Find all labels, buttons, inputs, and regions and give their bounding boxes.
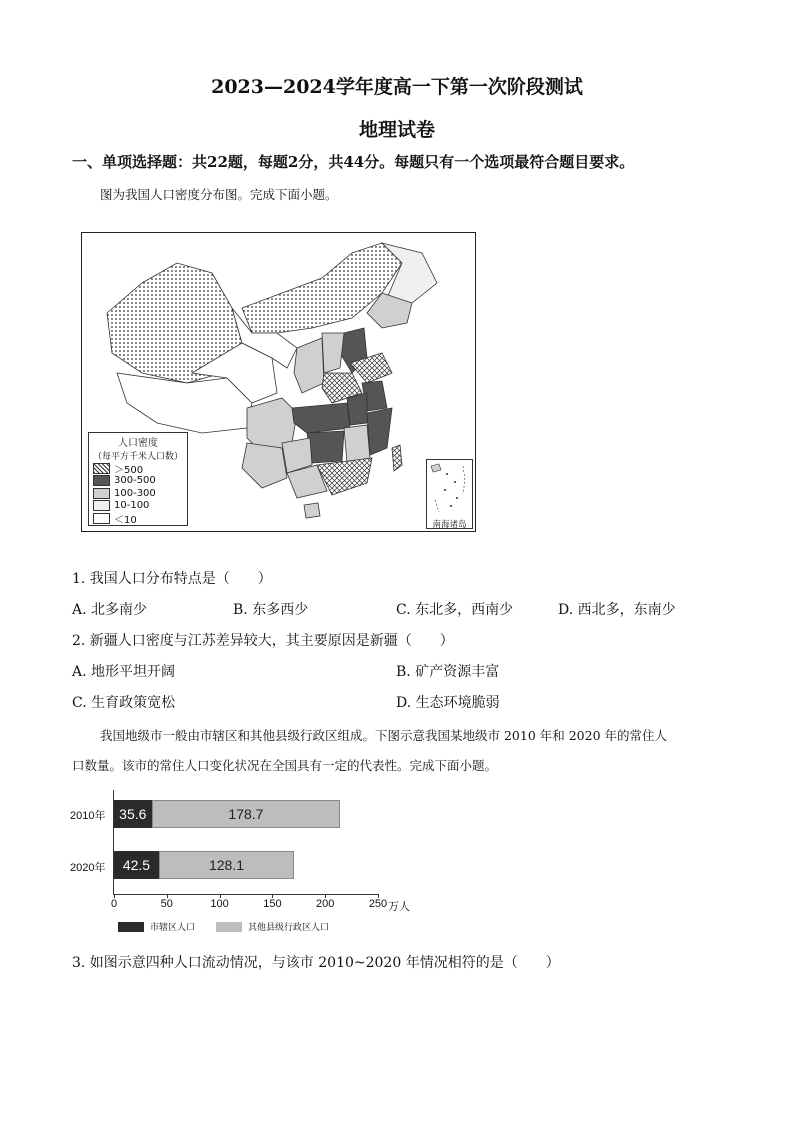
passage-line-1: 我国地级市一般由市辖区和其他县级行政区组成。下图示意我国某地级市 2010 年和 2020 年的常住人	[100, 728, 668, 743]
x-tick-label: 100	[210, 898, 229, 910]
x-tick-label: 250	[368, 898, 388, 910]
legend-label: 其他县级行政区人口	[248, 923, 330, 933]
map-legend	[88, 432, 188, 526]
legend-label: ＞500	[114, 464, 144, 476]
x-tick-label: 0	[110, 898, 118, 910]
q1-option-a[interactable]: A. 北多南少	[72, 602, 148, 618]
legend-title: 人口密度	[118, 438, 158, 449]
swatch-crosshatch	[93, 463, 110, 474]
population-bar-chart	[60, 790, 440, 940]
bar-segment: 178.7	[152, 800, 341, 828]
legend-label: ＜10	[114, 514, 137, 526]
swatch-dark	[93, 475, 110, 486]
q3-stem: 3. 如图示意四种人口流动情况，与该市 2010~2020 年情况相符的是（ ）	[72, 955, 560, 971]
x-tick-label: 50	[160, 898, 173, 910]
bar-segment: 42.5	[114, 851, 159, 879]
region-zhejiang	[367, 408, 392, 455]
q1-option-b[interactable]: B. 东多西少	[233, 602, 309, 618]
passage-line-2: 口数量。该市的常住人口变化状况在全国具有一定的代表性。完成下面小题。	[72, 758, 498, 773]
exam-title: 2023—2024学年度高一下第一次阶段测试	[211, 76, 583, 98]
legend-label: 300-500	[114, 475, 156, 487]
population-density-map	[81, 232, 476, 532]
legend-swatch-dark	[118, 922, 144, 932]
bar-segment: 35.6	[114, 800, 152, 828]
category-label-2020: 2020年	[70, 862, 106, 874]
islands-graphic	[427, 460, 472, 516]
chart-legend-item-2	[216, 920, 329, 933]
q2-stem: 2. 新疆人口密度与江苏差异较大，其主要原因是新疆（ ）	[72, 633, 454, 649]
region-anhui	[347, 393, 367, 425]
x-tick-label: 200	[316, 898, 335, 910]
bar-segment: 128.1	[159, 851, 294, 879]
exam-subtitle: 地理试卷	[358, 119, 435, 141]
legend-item	[93, 500, 187, 513]
region-hubei	[292, 403, 350, 433]
category-label-2010: 2010年	[70, 810, 106, 822]
legend-item	[93, 462, 187, 475]
q1-option-d[interactable]: D. 西北多，东南少	[558, 602, 676, 618]
legend-unit: （每平方千米人口数）	[92, 452, 183, 462]
swatch-light	[93, 500, 110, 511]
legend-label: 市辖区人口	[150, 923, 196, 933]
x-tick-label: 150	[263, 898, 282, 910]
region-hainan	[304, 503, 320, 518]
south-china-sea-inset	[426, 459, 473, 529]
q2-option-d[interactable]: D. 生态环境脆弱	[396, 695, 500, 711]
legend-item	[93, 487, 187, 500]
region-taiwan	[392, 445, 402, 471]
q1-option-c[interactable]: C. 东北多，西南少	[396, 602, 514, 618]
q2-option-a[interactable]: A. 地形平坦开阔	[72, 664, 176, 680]
legend-label: 10-100	[114, 500, 150, 512]
section-heading: 一、单项选择题：共22题，每题2分，共44分。每题只有一个选项最符合题目要求。	[72, 153, 635, 171]
swatch-white	[93, 513, 110, 524]
q2-option-b[interactable]: B. 矿产资源丰富	[396, 664, 500, 680]
region-shaanxi	[294, 338, 324, 393]
region-jiangxi	[344, 425, 370, 463]
legend-item	[93, 475, 187, 488]
x-axis-unit: 万人	[388, 901, 410, 913]
region-shanxi	[322, 333, 344, 373]
x-axis-line	[113, 894, 378, 895]
chart-legend-item-1	[118, 920, 195, 933]
legend-swatch-gray	[216, 922, 242, 932]
inset-label: 南海诸岛	[432, 520, 467, 530]
legend-item	[93, 512, 187, 525]
swatch-gray	[93, 488, 110, 499]
legend-label: 100-300	[114, 487, 156, 499]
region-yunnan	[242, 443, 287, 488]
q1-stem: 1. 我国人口分布特点是（ ）	[72, 571, 272, 587]
q2-option-c[interactable]: C. 生育政策宽松	[72, 695, 176, 711]
map-intro: 图为我国人口密度分布图。完成下面小题。	[100, 187, 338, 202]
region-hunan	[307, 431, 344, 463]
